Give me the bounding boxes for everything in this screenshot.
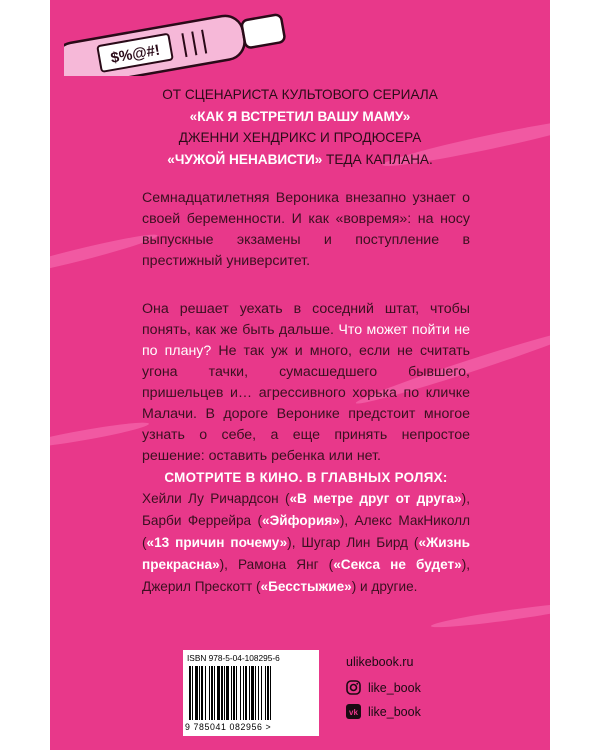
- lead-line: ОТ СЦЕНАРИСТА КУЛЬТОВОГО СЕРИАЛА: [162, 87, 438, 102]
- barcode-bar: [214, 666, 215, 720]
- barcode-bar: [199, 666, 200, 720]
- cast-heading: СМОТРИТЕ В КИНО. В ГЛАВНЫХ РОЛЯХ:: [164, 470, 448, 485]
- pink-streak: [50, 419, 150, 451]
- barcode-bar: [261, 666, 262, 720]
- barcode-bar: [224, 666, 225, 720]
- cast-list: Хейли Лу Ричардсон («В метре друг от друга»), Барби Феррейра («Эйфория»), Алекс МакНиколл («13 причин почему»), Шугар Лин Бирд («Жизнь прекрасна»), Рамона Янг («Секса не будет»), Джерил Прескотт («Бесстыжие») и другие.: [142, 491, 470, 594]
- back-cover: [50, 0, 550, 750]
- barcode-bar: [240, 666, 241, 720]
- barcode-bar: [233, 666, 235, 720]
- vk-handle: like_book: [368, 704, 421, 719]
- instagram-link[interactable]: [346, 680, 421, 695]
- barcode-bar: [251, 666, 254, 720]
- barcode-number: 9 785041 082956 >: [185, 722, 272, 732]
- barcode: [183, 650, 319, 736]
- barcode-bar: [236, 666, 237, 720]
- barcode-bar: [189, 666, 191, 720]
- barcode-bar: [217, 666, 220, 720]
- barcode-bar: [243, 666, 244, 720]
- barcode-bar: [209, 666, 210, 720]
- film-title: «Эйфория»: [262, 513, 340, 528]
- barcode-bar: [245, 666, 247, 720]
- highlight-question: Что может пойти не по плану?: [142, 322, 470, 359]
- synopsis-paragraph: Она решает уехать в соседний штат, чтобы понять, как же быть дальше. Что может пойти не по плану? Не так уж и много, если не считать угона тачки, сумасшедшего бывшего, пришельцев и… агрессивного хорька по кличке Малачи. В дороге Веронике предстоит многое узнать о себе, а еще принять непростое решение: оставить ребенка или нет.: [142, 301, 471, 464]
- barcode-bar: [270, 666, 271, 720]
- lead-line: ДЖЕННИ ХЕНДРИКС И ПРОДЮСЕРА: [178, 130, 422, 145]
- barcode-bar: [231, 666, 232, 720]
- vk-link[interactable]: [346, 704, 421, 719]
- website-link[interactable]: ulikebook.ru: [346, 655, 414, 669]
- pink-streak: [430, 599, 550, 631]
- show-title: «ЧУЖОЙ НЕНАВИСТИ»: [167, 151, 323, 167]
- barcode-bars: [189, 666, 313, 720]
- barcode-bar: [192, 666, 193, 720]
- instagram-icon: [346, 680, 361, 695]
- barcode-bar: [195, 666, 198, 720]
- film-title: «В метре друг от друга»: [289, 491, 462, 506]
- barcode-bar: [258, 666, 259, 720]
- svg-text:vk: vk: [349, 708, 358, 717]
- barcode-bar: [255, 666, 256, 720]
- barcode-bar: [265, 666, 266, 720]
- vk-icon: [346, 704, 361, 719]
- barcode-bar: [201, 666, 203, 720]
- barcode-bar: [205, 666, 206, 720]
- synopsis-paragraph: Семнадцатилетняя Вероника внезапно узнает о своей беременности. И как «вовремя»: на носу выпускные экзамены и поступление в престижный университет.: [142, 190, 470, 269]
- lead-block: [128, 84, 472, 170]
- show-title: «КАК Я ВСТРЕТИЛ ВАШУ МАМУ»: [189, 108, 411, 124]
- film-title: «Жизнь прекрасна»: [142, 535, 470, 572]
- isbn-number: ISBN 978-5-04-108295-6: [187, 653, 280, 663]
- instagram-handle: like_book: [368, 680, 421, 695]
- barcode-bar: [249, 666, 250, 720]
- film-title: «Секса не будет»: [333, 557, 462, 572]
- film-title: «Бесстыжие»: [260, 579, 352, 594]
- barcode-bar: [226, 666, 229, 720]
- barcode-bar: [267, 666, 269, 720]
- film-title: «13 причин почему»: [146, 535, 288, 550]
- test-result-symbols: $%@#!: [109, 41, 162, 67]
- lead-line: «ЧУЖОЙ НЕНАВИСТИ» ТЕДА КАПЛАНА.: [167, 151, 433, 167]
- barcode-bar: [221, 666, 223, 720]
- barcode-bar: [211, 666, 213, 720]
- pregnancy-test-illustration: [64, 10, 294, 76]
